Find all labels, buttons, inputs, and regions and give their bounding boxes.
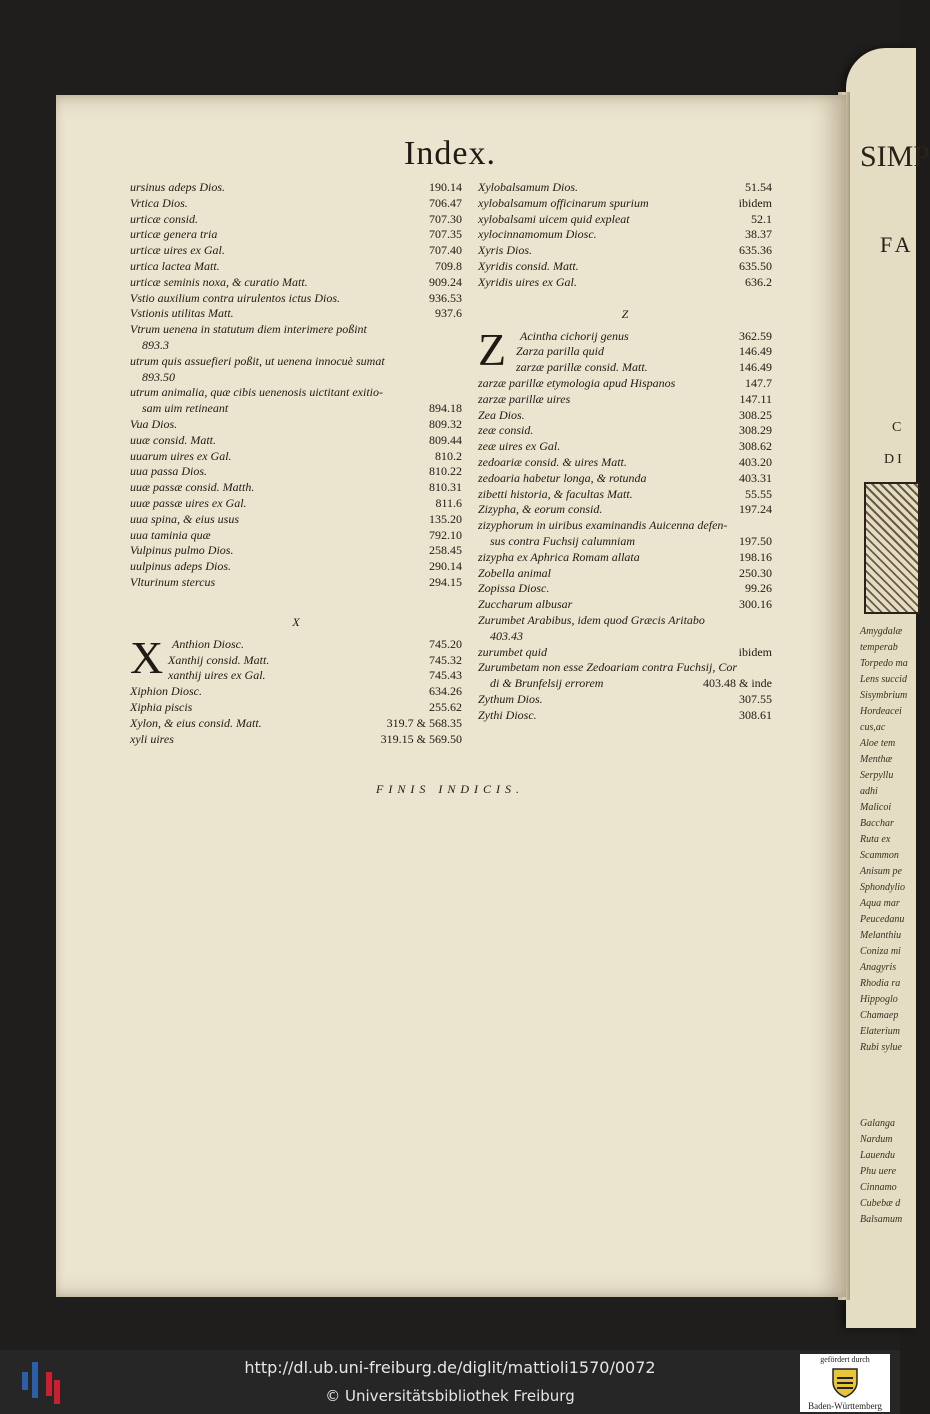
entry-term: zedoaria habetur longa, & rotunda — [478, 470, 647, 485]
index-entry — [478, 423, 772, 439]
facing-page-line: Lauendu — [860, 1150, 895, 1161]
index-entry — [130, 496, 462, 512]
index-entry — [130, 653, 462, 669]
entry-term: urticæ consid. — [130, 211, 198, 226]
index-entry — [478, 471, 772, 487]
entry-page-ref — [766, 613, 772, 629]
entry-page-ref: 709.8 — [435, 258, 462, 273]
entry-page-ref: 810.31 — [429, 480, 462, 495]
entry-page-ref: 811.6 — [435, 495, 462, 510]
entry-page-ref: 52.1 — [751, 211, 772, 226]
index-entry — [478, 196, 772, 212]
entry-page-ref — [766, 518, 772, 534]
index-entry — [478, 408, 772, 424]
facing-page-line: Anagyris — [860, 962, 897, 973]
index-entry — [478, 518, 772, 534]
facing-page-line: Torpedo ma — [860, 658, 908, 669]
drop-initial-z: Z — [478, 323, 507, 375]
entry-page-ref: 294.15 — [429, 574, 462, 589]
entry-page-ref: 707.35 — [429, 227, 462, 242]
entry-term: Xylobalsamum Dios. — [478, 180, 578, 194]
facing-page-line: cus,ac — [860, 722, 886, 733]
section-heading-x: X — [292, 614, 300, 629]
entry-page-ref: 792.10 — [429, 527, 462, 542]
facing-page-subheading: FA — [880, 232, 915, 257]
sponsor-badge[interactable] — [800, 1354, 890, 1412]
entry-term: Acintha cichorij genus — [520, 328, 629, 343]
index-entry — [130, 275, 462, 291]
index-entry — [130, 716, 462, 732]
entry-term: Xyris Dios. — [478, 243, 532, 258]
entry-term: Zobella animal — [478, 565, 552, 580]
entry-page-ref: 308.61 — [739, 707, 772, 722]
sponsor-label: gefördert durch — [820, 1355, 870, 1364]
coat-of-arms-icon — [830, 1366, 860, 1398]
entry-term: urticæ uires ex Gal. — [130, 243, 225, 258]
right-index-column — [478, 180, 772, 724]
entry-term: Zopissa Diosc. — [478, 581, 550, 596]
entry-term: zarzæ parillæ etymologia apud Hispanos — [478, 375, 676, 390]
facing-page-letter-2: DI — [884, 452, 905, 467]
index-entry — [478, 455, 772, 471]
copyright-notice: © Universitätsbibliothek Freiburg — [325, 1387, 575, 1405]
index-entry — [478, 212, 772, 228]
facing-page-line: Cubebæ d — [860, 1198, 901, 1209]
index-entry — [130, 668, 462, 684]
entry-page-ref: 197.50 — [739, 533, 772, 548]
entry-term: Vstio auxilium contra uirulentos ictus Dios. — [130, 290, 340, 305]
entry-page-ref — [456, 354, 462, 370]
index-entry — [478, 439, 772, 455]
index-entry — [478, 550, 772, 566]
entry-page-ref: 706.47 — [429, 195, 462, 210]
index-entry — [478, 645, 772, 661]
entry-term: Zea Dios. — [478, 407, 525, 422]
entry-page-ref: 707.40 — [429, 243, 462, 258]
facing-page-line: Hippoglo — [860, 994, 898, 1005]
entry-page-ref: 319.15 & 569.50 — [380, 731, 462, 746]
entry-page-ref: 197.24 — [739, 502, 772, 517]
entry-term: Zuccharum albusar — [478, 597, 573, 612]
entry-page-ref: 707.30 — [429, 211, 462, 226]
index-entry — [130, 464, 462, 480]
entry-page-ref: 809.32 — [429, 416, 462, 431]
index-entry — [478, 376, 772, 392]
entry-term: 893.3 — [142, 337, 169, 352]
facing-page-letter-1: C — [892, 420, 902, 435]
entry-page-ref: 745.20 — [429, 636, 462, 651]
entry-page-ref: 300.16 — [739, 597, 772, 612]
index-entry — [478, 243, 772, 259]
entry-page-ref — [456, 322, 462, 338]
entry-page-ref: 51.54 — [745, 180, 772, 194]
entry-page-ref: 634.26 — [429, 684, 462, 699]
entry-term: Vulpinus pulmo Dios. — [130, 543, 234, 558]
entry-page-ref: 894.18 — [429, 401, 462, 416]
facing-page-line: Malicoi — [860, 802, 892, 813]
index-entry — [130, 212, 462, 228]
index-entry — [478, 597, 772, 613]
index-entry — [478, 676, 772, 692]
index-entry — [130, 354, 462, 370]
entry-page-ref: 635.50 — [739, 258, 772, 273]
index-entry — [130, 401, 462, 417]
entry-page-ref — [766, 660, 772, 676]
entry-page-ref: 403.48 & inde — [703, 676, 772, 691]
facing-page-line: Cinnamo — [860, 1182, 897, 1193]
index-entry — [130, 306, 462, 322]
entry-term: xanthij uires ex Gal. — [168, 668, 266, 683]
facing-page-line: Serpyllu — [860, 770, 894, 781]
entry-term: di & Brunfelsij errorem — [490, 676, 604, 691]
entry-term: utrum animalia, quæ cibis uenenosis uictitant exitio- — [130, 385, 383, 400]
entry-term: uua passa Dios. — [130, 464, 208, 479]
entry-term: Zizypha, & eorum consid. — [478, 502, 603, 517]
facing-page-line: Hordeacei — [860, 706, 902, 717]
entry-term: Vstionis utilitas Matt. — [130, 306, 234, 321]
entry-term: uuarum uires ex Gal. — [130, 448, 232, 463]
facing-page-line: Galanga — [860, 1118, 895, 1129]
entry-term: zizyphorum in uiribus examinandis Auicenna defen- — [478, 518, 728, 533]
entry-term: Zurumbetam non esse Zedoariam contra Fuchsij, Cor — [478, 660, 737, 675]
entry-term: zibetti historia, & facultas Matt. — [478, 486, 633, 501]
index-entry — [478, 566, 772, 582]
facing-page-line: Peucedanu — [860, 914, 905, 925]
entry-term: zizypha ex Aphrica Romam allata — [478, 549, 640, 564]
entry-page-ref: 38.37 — [745, 227, 772, 242]
entry-term: utrum quis assuefieri poßit, ut uenena innocuè sumat — [130, 353, 385, 368]
entry-term: uuæ passæ consid. Matth. — [130, 480, 255, 495]
entry-term: zeæ uires ex Gal. — [478, 439, 561, 454]
index-entry — [478, 275, 772, 291]
entry-page-ref: 362.59 — [739, 328, 772, 343]
entry-page-ref: 147.11 — [739, 391, 772, 406]
entry-term: Xiphia piscis — [130, 699, 193, 714]
index-entry — [130, 528, 462, 544]
index-entry — [130, 449, 462, 465]
entry-page-ref — [456, 370, 462, 386]
index-entry — [478, 180, 772, 196]
entry-page-ref: 745.43 — [429, 668, 462, 683]
facing-page-line: Coniza mi — [860, 946, 901, 957]
entry-page-ref — [456, 338, 462, 354]
entry-term: sus contra Fuchsij calumniam — [490, 533, 635, 548]
index-entry — [130, 370, 462, 386]
index-entry — [130, 259, 462, 275]
index-entry — [130, 684, 462, 700]
entry-page-ref: 250.30 — [739, 565, 772, 580]
index-entry — [130, 543, 462, 559]
entry-page-ref: 308.62 — [739, 439, 772, 454]
entry-term: urtica lactea Matt. — [130, 258, 220, 273]
left-index-column — [130, 180, 462, 747]
entry-page-ref — [766, 629, 772, 645]
index-entry — [130, 559, 462, 575]
facing-page-heading: SIMP — [860, 140, 930, 173]
index-entry — [130, 385, 462, 401]
index-entry — [130, 227, 462, 243]
entry-term: Zythi Diosc. — [478, 707, 537, 722]
entry-page-ref: 307.55 — [739, 691, 772, 706]
index-entry — [478, 227, 772, 243]
facing-page-line: Scammon — [860, 850, 899, 861]
entry-term: Zarza parilla quid — [516, 344, 605, 359]
entry-page-ref: 308.29 — [739, 423, 772, 438]
index-entry — [478, 344, 772, 360]
x-entries — [130, 631, 462, 748]
index-entry — [130, 700, 462, 716]
entry-page-ref: 937.6 — [435, 306, 462, 321]
entry-term: Zythum Dios. — [478, 691, 543, 706]
entry-term: uuæ passæ uires ex Gal. — [130, 495, 247, 510]
page-title: Index. — [404, 135, 496, 172]
facing-page-line: temperab — [860, 642, 898, 653]
entry-term: Xanthij consid. Matt. — [168, 652, 270, 667]
index-entry — [130, 291, 462, 307]
entry-page-ref: ibidem — [738, 195, 772, 210]
permalink-url[interactable]: http://dl.ub.uni-freiburg.de/diglit/mattioli1570/0072 — [244, 1358, 656, 1377]
finis-indicis: FINIS INDICIS. — [376, 782, 524, 796]
facing-page-line: Menthæ — [860, 754, 893, 765]
entry-page-ref: 146.49 — [739, 360, 772, 375]
entry-term: xyli uires — [130, 731, 174, 746]
entry-term: zarzæ parillæ uires — [478, 391, 571, 406]
entry-term: ursinus adeps Dios. — [130, 180, 226, 194]
facing-page-line: Ruta ex — [860, 834, 891, 845]
entry-page-ref: 635.36 — [739, 243, 772, 258]
index-entry — [478, 708, 772, 724]
entry-term: xylocinnamomum Diosc. — [478, 227, 597, 242]
entry-term: sam uim retineant — [142, 401, 229, 416]
entry-term: xylobalsami uicem quid expleat — [478, 211, 630, 226]
entry-term: uulpinus adeps Dios. — [130, 559, 232, 574]
facing-page-line: Anisum pe — [860, 866, 902, 877]
index-entry — [130, 512, 462, 528]
entry-page-ref: 809.44 — [429, 432, 462, 447]
entry-term: uua spina, & eius usus — [130, 511, 240, 526]
entry-page-ref: 147.7 — [745, 375, 772, 390]
entry-page-ref: 198.16 — [739, 549, 772, 564]
entry-page-ref: 810.2 — [435, 448, 462, 463]
facing-page-line: Aqua mar — [860, 898, 900, 909]
index-entry — [130, 180, 462, 196]
entry-term: 403.43 — [490, 628, 523, 643]
entry-page-ref: ibidem — [738, 644, 772, 659]
facing-page-line: Amygdalæ — [860, 626, 903, 637]
entry-page-ref — [456, 385, 462, 401]
entry-page-ref: 135.20 — [429, 511, 462, 526]
entry-term: Zurumbet Arabibus, idem quod Græcis Aritabo — [478, 612, 705, 627]
entry-term: urticæ genera tria — [130, 227, 218, 242]
facing-page-line: Lens succid — [860, 674, 907, 685]
index-entry — [478, 629, 772, 645]
facing-page — [846, 48, 930, 1328]
entry-page-ref: 636.2 — [745, 274, 772, 289]
index-entry — [478, 259, 772, 275]
facing-page-line: Rubi sylue — [860, 1042, 902, 1053]
facing-page-line: Aloe tem — [860, 738, 896, 749]
section-z — [478, 323, 772, 724]
facing-page-line: Elaterium — [860, 1026, 900, 1037]
entry-term: zedoariæ consid. & uires Matt. — [478, 454, 627, 469]
viewer-footer — [0, 1350, 900, 1414]
entry-page-ref: 403.20 — [739, 454, 772, 469]
facing-page-line: Chamaep — [860, 1010, 899, 1021]
entry-term: Anthion Diosc. — [172, 636, 244, 651]
facing-page-line: Sisymbrium — [860, 690, 908, 701]
entry-page-ref: 190.14 — [429, 180, 462, 194]
facing-page-line: Phu uere — [860, 1166, 897, 1177]
entry-page-ref: 403.31 — [739, 470, 772, 485]
entry-page-ref: 810.22 — [429, 464, 462, 479]
index-entry — [478, 360, 772, 376]
facing-page-decorated-initial — [864, 482, 920, 614]
index-entry — [478, 329, 772, 345]
section-heading-z: Z — [621, 306, 629, 321]
facing-page-line: Melanthiu — [860, 930, 902, 941]
entry-term: zeæ consid. — [478, 423, 534, 438]
entry-term: Vlturinum stercus — [130, 574, 216, 589]
sponsor-name: Baden-Württemberg — [808, 1401, 882, 1411]
entry-term: zurumbet quid — [478, 644, 547, 659]
right-entries — [478, 180, 772, 291]
entry-page-ref: 55.55 — [745, 486, 772, 501]
index-entry — [478, 502, 772, 518]
index-entry — [130, 575, 462, 591]
entry-term: urticæ seminis noxa, & curatio Matt. — [130, 274, 308, 289]
entry-page-ref: 745.32 — [429, 652, 462, 667]
entry-page-ref: 319.7 & 568.35 — [386, 715, 462, 730]
entry-page-ref: 308.25 — [739, 407, 772, 422]
entry-term: uua taminia quæ — [130, 527, 211, 542]
entry-term: Xylon, & eius consid. Matt. — [130, 715, 262, 730]
entry-term: Xiphion Diosc. — [130, 684, 202, 699]
entry-page-ref: 290.14 — [429, 559, 462, 574]
index-entry — [130, 338, 462, 354]
z-entries — [478, 323, 772, 724]
entry-term: 893.50 — [142, 369, 175, 384]
index-entry — [130, 637, 462, 653]
entry-term: zarzæ parillæ consid. Matt. — [516, 360, 648, 375]
index-entry — [130, 732, 462, 748]
index-entry — [130, 417, 462, 433]
index-entry — [130, 433, 462, 449]
entry-page-ref: 258.45 — [429, 543, 462, 558]
index-entry — [478, 487, 772, 503]
drop-initial-x: X — [130, 631, 164, 683]
index-entry — [478, 613, 772, 629]
index-entry — [130, 196, 462, 212]
section-x — [130, 631, 462, 748]
facing-page-line: Nardum — [860, 1134, 893, 1145]
entry-term: Xyridis consid. Matt. — [478, 258, 579, 273]
facing-page-line: Rhodia ra — [860, 978, 901, 989]
facing-page-line: adhi — [860, 786, 878, 797]
entry-term: Vrtica Dios. — [130, 195, 188, 210]
entry-term: Vua Dios. — [130, 416, 178, 431]
index-entry — [478, 660, 772, 676]
entry-term: Xyridis uires ex Gal. — [478, 274, 577, 289]
entry-page-ref: 99.26 — [745, 581, 772, 596]
index-entry — [478, 392, 772, 408]
entry-term: xylobalsamum officinarum spurium — [478, 195, 649, 210]
entry-term: Vtrum uenena in statutum diem interimere poßint — [130, 322, 367, 337]
index-entry — [478, 534, 772, 550]
index-entry — [130, 322, 462, 338]
index-entry — [478, 692, 772, 708]
index-entry — [130, 243, 462, 259]
entry-page-ref: 255.62 — [429, 699, 462, 714]
entry-page-ref: 146.49 — [739, 344, 772, 359]
facing-page-line: Sphondylio — [860, 882, 905, 893]
entry-page-ref: 936.53 — [429, 290, 462, 305]
facing-page-line: Balsamum — [860, 1214, 903, 1225]
entry-term: uuæ consid. Matt. — [130, 432, 216, 447]
index-entry — [478, 581, 772, 597]
entry-page-ref: 909.24 — [429, 274, 462, 289]
index-entry — [130, 480, 462, 496]
left-entries — [130, 180, 462, 591]
facing-page-line: Bacchar — [860, 818, 894, 829]
